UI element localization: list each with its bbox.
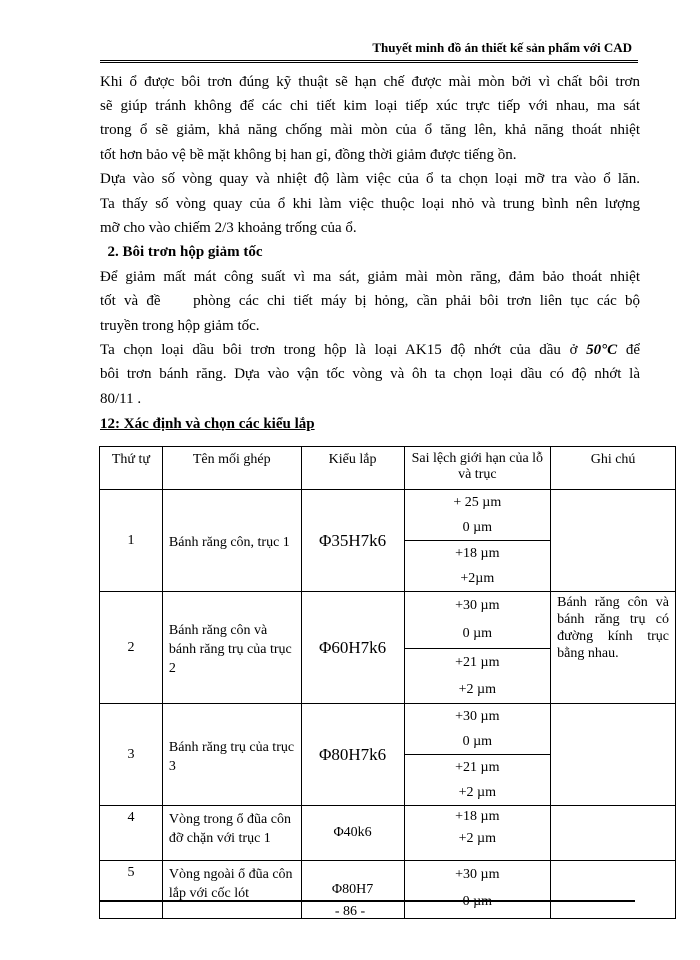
joint-name: Vòng trong ổ đũa côn đỡ chặn với trục 1: [162, 806, 301, 861]
shaft-lower-deviation: +2 µm: [458, 785, 497, 800]
paragraph-3-line-2: tốt và đề phòng các chi tiết máy bị hỏng, cần phải bôi trơn liên tục các bộ: [100, 293, 640, 309]
header-joint-name: Tên mối ghép: [162, 447, 301, 490]
note-cell-empty: [551, 806, 676, 861]
paragraph-4-end: để: [617, 342, 640, 358]
paragraph-1-line-3: trong ổ sẽ giảm, khả năng chống mài mòn của ổ tăng lên, khả năng thoát nhiệt: [100, 122, 640, 138]
section-12-heading: 12: Xác định và chọn các kiểu lắp: [100, 416, 315, 432]
fit-designation: Φ80H7: [301, 861, 404, 919]
row-number: 1: [100, 490, 163, 592]
note-shared-shaft-diameter: Bánh răng côn và bánh răng trụ có đường kính trục bằng nhau.: [551, 592, 676, 704]
fit-designation: Φ80H7k6: [301, 704, 404, 806]
header-fit-type: Kiểu lắp: [301, 447, 404, 490]
hole-lower-deviation: 0 µm: [462, 520, 493, 535]
paragraph-3-line-1: Để giảm mất mát công suất vì ma sát, giảm mài mòn răng, đảm bảo thoát nhiệt: [100, 269, 640, 285]
paragraph-4-line-1: [100, 338, 640, 362]
deviation-cell: [404, 704, 551, 806]
table-row: [100, 806, 676, 861]
paragraph-1-line-2: sẽ giúp tránh không để các chi tiết kim loại tiếp xúc trực tiếp với nhau, ma sát: [100, 98, 640, 114]
header-limit-deviation: Sai lệch giới hạn của lỗ và trục: [404, 447, 551, 490]
fit-designation: Φ35H7k6: [301, 490, 404, 592]
hole-upper-deviation: +30 µm: [455, 598, 500, 613]
page-number: - 86 -: [334, 904, 366, 919]
note-cell-empty: [551, 704, 676, 806]
deviation-cell: [404, 490, 551, 592]
page-header: [100, 38, 638, 63]
row-number: 4: [100, 806, 163, 861]
table-header-row: [100, 447, 676, 490]
note-cell-empty: [551, 490, 676, 592]
deviation-cell: [404, 592, 551, 704]
hole-lower-deviation: 0 µm: [462, 626, 493, 641]
fit-designation: Φ40k6: [301, 806, 404, 861]
header-note: Ghi chú: [551, 447, 676, 490]
shaft-lower-deviation: +2 µm: [458, 682, 497, 697]
deviation-upper: +30 µm: [455, 867, 500, 882]
shaft-upper-deviation: +18 µm: [405, 540, 551, 566]
paragraph-1-line-1: Khi ổ được bôi trơn đúng kỹ thuật sẽ hạn chế được mài mòn bởi vì chất bôi trơn: [100, 74, 640, 90]
fit-designation: Φ60H7k6: [301, 592, 404, 704]
joint-name: Vòng ngoài ổ đũa côn lắp với cốc lót: [162, 861, 301, 919]
row-number: 3: [100, 704, 163, 806]
header-order: Thứ tự: [100, 447, 163, 490]
oil-temperature: 50°C: [586, 342, 618, 358]
table-row: [100, 704, 676, 806]
joint-name: Bánh răng côn và bánh răng trụ của trục 2: [162, 592, 301, 704]
paragraph-2-line-3: mỡ cho vào chiếm 2/3 khoảng trống của ổ.: [100, 220, 357, 236]
heading-bearing-gearbox-lubrication: 2. Bôi trơn hộp giảm tốc: [100, 244, 263, 260]
footer-divider: [100, 900, 635, 902]
shaft-upper-deviation: +21 µm: [405, 648, 551, 676]
fits-table: [99, 446, 676, 919]
deviation-lower: +2 µm: [458, 831, 497, 846]
paragraph-4-line-2: bôi trơn bánh răng. Dựa vào vận tốc vòng và ôh ta chọn loại dầu có độ nhớt là: [100, 366, 640, 382]
paragraph-2-line-1: Dựa vào số vòng quay và nhiệt độ làm việc của ổ ta chọn loại mỡ tra vào ổ lăn.: [100, 171, 640, 187]
hole-upper-deviation: +30 µm: [455, 709, 500, 724]
table-row: [100, 490, 676, 592]
paragraph-4-start: Ta chọn loại dầu bôi trơn trong hộp là loại AK15 độ nhớt của dầu ở: [100, 342, 587, 358]
deviation-lower: 0 µm: [462, 894, 493, 909]
header-title: Thuyết minh đồ án thiết kế sản phẩm với CAD: [372, 40, 632, 55]
paragraph-1-line-4: tốt hơn bảo vệ bề mặt không bị han gỉ, đồng thời giảm được tiếng ồn.: [100, 147, 517, 163]
joint-name: Bánh răng trụ của trục 3: [162, 704, 301, 806]
row-number: 5: [100, 861, 163, 919]
hole-lower-deviation: 0 µm: [462, 734, 493, 749]
paragraph-2-line-2: Ta thấy số vòng quay của ổ khi làm việc thuộc loại nhỏ và trung bình nên lượng: [100, 196, 640, 212]
shaft-lower-deviation: +2µm: [460, 571, 495, 586]
row-number: 2: [100, 592, 163, 704]
paragraph-4-line-3: 80/11 .: [100, 391, 142, 407]
joint-name: Bánh răng côn, trục 1: [162, 490, 301, 592]
hole-upper-deviation: + 25 µm: [453, 495, 502, 510]
deviation-cell: [404, 806, 551, 861]
shaft-upper-deviation: +21 µm: [405, 754, 551, 780]
deviation-upper: +18 µm: [455, 809, 500, 824]
paragraph-3-line-3: truyền trong hộp giảm tốc.: [100, 318, 260, 334]
table-row: [100, 592, 676, 704]
